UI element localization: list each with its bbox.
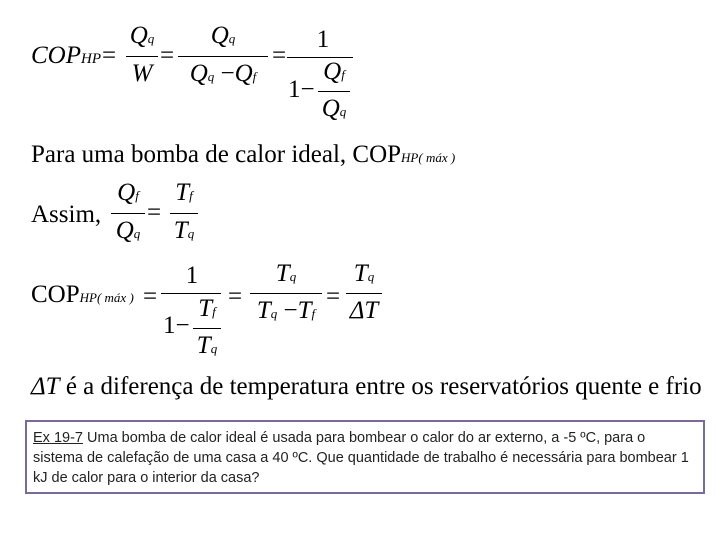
example-box bbox=[25, 420, 705, 494]
ideal-heat-pump-line: Para uma bomba de calor ideal, COPHP( máx ) bbox=[31, 141, 456, 168]
equals-sign: = bbox=[228, 283, 243, 310]
fraction-denominator: ΔT bbox=[349, 297, 379, 324]
fraction-numerator: Qq bbox=[210, 22, 236, 49]
example-text: Uma bomba de calor ideal é usada para bombear o calor do ar externo, a -5 ºC, para o sistema de calefação de uma casa a 40 ºC. Que quantidade de trabalho é necessária para bombear 1 kJ de calor para o interior da casa? bbox=[33, 430, 689, 486]
inner-denominator: Tq bbox=[196, 332, 218, 359]
inner-numerator: Tf bbox=[198, 295, 216, 322]
fraction-denominator: W bbox=[131, 60, 153, 87]
fraction-numerator: 1 bbox=[185, 262, 199, 289]
denominator-one-minus: 1− bbox=[288, 76, 315, 103]
equals-sign: = bbox=[272, 42, 287, 69]
equals-sign: = bbox=[326, 283, 341, 310]
fraction-denominator: Qq bbox=[115, 217, 141, 244]
fraction-bar bbox=[193, 328, 221, 329]
fraction-bar bbox=[111, 213, 145, 214]
inner-numerator: Qf bbox=[323, 58, 345, 85]
fraction-numerator: Qf bbox=[117, 179, 139, 206]
fraction-numerator: Qq bbox=[129, 22, 155, 49]
delta-t-explanation: ΔT é a diferença de temperatura entre os reservatórios quente e frio bbox=[31, 373, 702, 400]
fraction-bar bbox=[250, 293, 322, 294]
assim-label: Assim, bbox=[31, 201, 102, 228]
inner-denominator: Qq bbox=[321, 95, 347, 122]
cop-max-label: COPHP( máx ) bbox=[31, 281, 134, 308]
example-reference: Ex 19-7 bbox=[33, 430, 83, 446]
fraction-bar bbox=[126, 56, 158, 57]
fraction-numerator: 1 bbox=[316, 26, 330, 53]
fraction-bar bbox=[318, 91, 350, 92]
fraction-denominator: Qq −Qf bbox=[189, 60, 257, 87]
equals-sign: = bbox=[143, 283, 158, 310]
denominator-one-minus: 1− bbox=[163, 312, 190, 339]
fraction-bar bbox=[161, 293, 221, 294]
fraction-bar bbox=[346, 293, 382, 294]
fraction-numerator: Tf bbox=[175, 179, 193, 206]
fraction-bar bbox=[178, 56, 268, 57]
fraction-numerator: Tq bbox=[275, 260, 297, 287]
equals-sign: = bbox=[160, 42, 175, 69]
fraction-denominator: Tq −Tf bbox=[256, 297, 316, 324]
fraction-bar bbox=[170, 213, 198, 214]
equals-sign: = bbox=[147, 199, 162, 226]
fraction-numerator: Tq bbox=[353, 260, 375, 287]
equals-sign: = bbox=[102, 42, 117, 69]
cop-label: COPHP bbox=[31, 42, 101, 69]
fraction-denominator: Tq bbox=[173, 217, 195, 244]
